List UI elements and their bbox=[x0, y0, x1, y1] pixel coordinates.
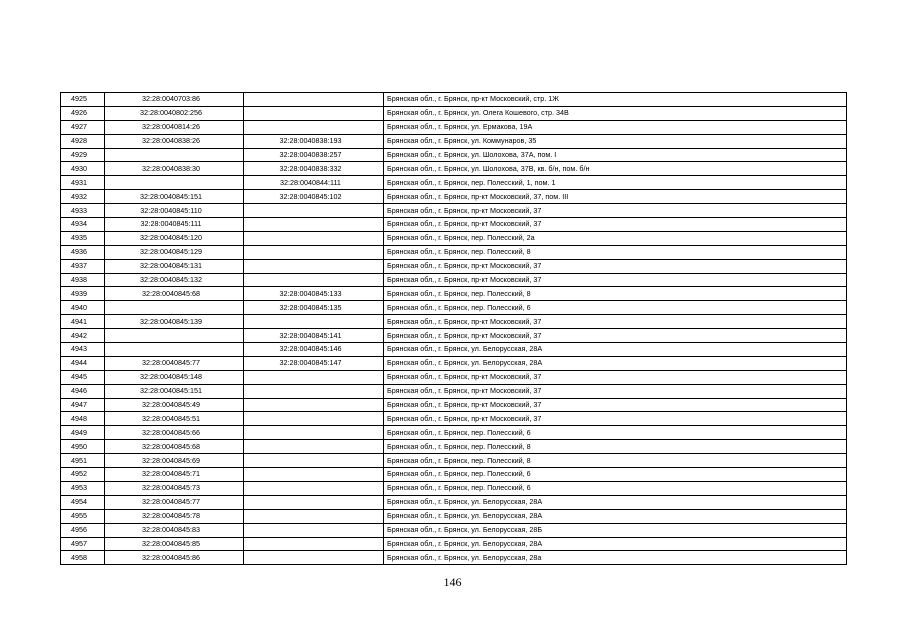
secondary-cadastral-number-cell bbox=[244, 370, 384, 384]
address-cell: Брянская обл., г. Брянск, пер. Полесский, 8 bbox=[384, 287, 847, 301]
secondary-cadastral-number-cell bbox=[244, 273, 384, 287]
secondary-cadastral-number-cell: 32:28:0040838:193 bbox=[244, 134, 384, 148]
row-number-cell: 4954 bbox=[61, 495, 105, 509]
secondary-cadastral-number-cell: 32:28:0040844:111 bbox=[244, 176, 384, 190]
secondary-cadastral-number-cell bbox=[244, 384, 384, 398]
address-cell: Брянская обл., г. Брянск, ул. Белорусская, 28А bbox=[384, 495, 847, 509]
table-row bbox=[61, 495, 847, 509]
address-cell: Брянская обл., г. Брянск, пер. Полесский, 2а bbox=[384, 231, 847, 245]
cadastral-number-cell: 32:28:0040845:71 bbox=[105, 468, 244, 482]
row-number-cell: 4952 bbox=[61, 468, 105, 482]
row-number-cell: 4937 bbox=[61, 259, 105, 273]
secondary-cadastral-number-cell bbox=[244, 93, 384, 107]
cadastral-number-cell: 32:28:0040845:132 bbox=[105, 273, 244, 287]
cadastral-number-cell: 32:28:0040845:111 bbox=[105, 218, 244, 232]
address-cell: Брянская обл., г. Брянск, ул. Шолохова, 37А, пом. I bbox=[384, 148, 847, 162]
row-number-cell: 4942 bbox=[61, 329, 105, 343]
address-cell: Брянская обл., г. Брянск, пр-кт Московский, 37 bbox=[384, 204, 847, 218]
cadastral-number-cell: 32:28:0040845:151 bbox=[105, 384, 244, 398]
address-cell: Брянская обл., г. Брянск, пер. Полесский, 6 bbox=[384, 426, 847, 440]
row-number-cell: 4940 bbox=[61, 301, 105, 315]
row-number-cell: 4935 bbox=[61, 231, 105, 245]
row-number-cell: 4943 bbox=[61, 343, 105, 357]
cadastral-number-cell: 32:28:0040845:69 bbox=[105, 454, 244, 468]
cadastral-number-cell: 32:28:0040845:51 bbox=[105, 412, 244, 426]
secondary-cadastral-number-cell bbox=[244, 412, 384, 426]
row-number-cell: 4949 bbox=[61, 426, 105, 440]
secondary-cadastral-number-cell: 32:28:0040845:102 bbox=[244, 190, 384, 204]
table-row bbox=[61, 551, 847, 565]
table-row bbox=[61, 287, 847, 301]
table-row bbox=[61, 231, 847, 245]
row-number-cell: 4932 bbox=[61, 190, 105, 204]
address-cell: Брянская обл., г. Брянск, ул. Шолохова, 37В, кв. б/н, пом. б/н bbox=[384, 162, 847, 176]
address-cell: Брянская обл., г. Брянск, пр-кт Московский, 37 bbox=[384, 384, 847, 398]
secondary-cadastral-number-cell bbox=[244, 454, 384, 468]
address-cell: Брянская обл., г. Брянск, ул. Ермакова, 19А bbox=[384, 120, 847, 134]
table-row bbox=[61, 218, 847, 232]
address-cell: Брянская обл., г. Брянск, пр-кт Московский, 37 bbox=[384, 398, 847, 412]
table-row bbox=[61, 245, 847, 259]
row-number-cell: 4936 bbox=[61, 245, 105, 259]
address-cell: Брянская обл., г. Брянск, пр-кт Московский, 37 bbox=[384, 315, 847, 329]
table-row bbox=[61, 259, 847, 273]
address-cell: Брянская обл., г. Брянск, пр-кт Московский, 37 bbox=[384, 412, 847, 426]
cadastral-number-cell: 32:28:0040845:139 bbox=[105, 315, 244, 329]
table-row bbox=[61, 329, 847, 343]
address-cell: Брянская обл., г. Брянск, пер. Полесский, 6 bbox=[384, 301, 847, 315]
secondary-cadastral-number-cell: 32:28:0040838:332 bbox=[244, 162, 384, 176]
secondary-cadastral-number-cell: 32:28:0040845:146 bbox=[244, 343, 384, 357]
address-cell: Брянская обл., г. Брянск, пер. Полесский, 8 bbox=[384, 440, 847, 454]
row-number-cell: 4953 bbox=[61, 481, 105, 495]
address-cell: Брянская обл., г. Брянск, ул. Белорусская, 28А bbox=[384, 509, 847, 523]
row-number-cell: 4925 bbox=[61, 93, 105, 107]
row-number-cell: 4941 bbox=[61, 315, 105, 329]
cadastral-number-cell: 32:28:0040845:77 bbox=[105, 495, 244, 509]
secondary-cadastral-number-cell bbox=[244, 509, 384, 523]
cadastral-number-cell bbox=[105, 343, 244, 357]
records-body bbox=[61, 93, 847, 565]
table-row bbox=[61, 343, 847, 357]
address-cell: Брянская обл., г. Брянск, ул. Белорусская, 28а bbox=[384, 551, 847, 565]
secondary-cadastral-number-cell bbox=[244, 440, 384, 454]
row-number-cell: 4956 bbox=[61, 523, 105, 537]
address-cell: Брянская обл., г. Брянск, ул. Белорусская, 28Б bbox=[384, 523, 847, 537]
row-number-cell: 4951 bbox=[61, 454, 105, 468]
page-number: 146 bbox=[443, 575, 462, 589]
row-number-cell: 4938 bbox=[61, 273, 105, 287]
table-row bbox=[61, 481, 847, 495]
address-cell: Брянская обл., г. Брянск, пр-кт Московский, 37 bbox=[384, 259, 847, 273]
row-number-cell: 4934 bbox=[61, 218, 105, 232]
cadastral-number-cell bbox=[105, 301, 244, 315]
cadastral-number-cell: 32:28:0040845:68 bbox=[105, 287, 244, 301]
row-number-cell: 4945 bbox=[61, 370, 105, 384]
row-number-cell: 4946 bbox=[61, 384, 105, 398]
cadastral-number-cell: 32:28:0040845:85 bbox=[105, 537, 244, 551]
table-row bbox=[61, 204, 847, 218]
secondary-cadastral-number-cell: 32:28:0040845:141 bbox=[244, 329, 384, 343]
address-cell: Брянская обл., г. Брянск, пр-кт Московский, 37 bbox=[384, 273, 847, 287]
address-cell: Брянская обл., г. Брянск, пр-кт Московский, стр. 1Ж bbox=[384, 93, 847, 107]
cadastral-number-cell: 32:28:0040845:83 bbox=[105, 523, 244, 537]
records-table bbox=[60, 92, 847, 565]
address-cell: Брянская обл., г. Брянск, пер. Полесский, 8 bbox=[384, 245, 847, 259]
row-number-cell: 4948 bbox=[61, 412, 105, 426]
secondary-cadastral-number-cell bbox=[244, 218, 384, 232]
cadastral-number-cell: 32:28:0040845:129 bbox=[105, 245, 244, 259]
table-row bbox=[61, 301, 847, 315]
table-row bbox=[61, 454, 847, 468]
address-cell: Брянская обл., г. Брянск, пер. Полесский, 1, пом. 1 bbox=[384, 176, 847, 190]
address-cell: Брянская обл., г. Брянск, пр-кт Московский, 37, пом. III bbox=[384, 190, 847, 204]
row-number-cell: 4929 bbox=[61, 148, 105, 162]
cadastral-number-cell: 32:28:0040845:78 bbox=[105, 509, 244, 523]
table-row bbox=[61, 356, 847, 370]
address-cell: Брянская обл., г. Брянск, пер. Полесский, 6 bbox=[384, 481, 847, 495]
cadastral-number-cell: 32:28:0040845:66 bbox=[105, 426, 244, 440]
cadastral-number-cell: 32:28:0040845:68 bbox=[105, 440, 244, 454]
table-row bbox=[61, 148, 847, 162]
table-row bbox=[61, 134, 847, 148]
table-row bbox=[61, 315, 847, 329]
address-cell: Брянская обл., г. Брянск, пр-кт Московский, 37 bbox=[384, 218, 847, 232]
table-row bbox=[61, 162, 847, 176]
row-number-cell: 4930 bbox=[61, 162, 105, 176]
row-number-cell: 4931 bbox=[61, 176, 105, 190]
cadastral-number-cell: 32:28:0040845:110 bbox=[105, 204, 244, 218]
table-row bbox=[61, 120, 847, 134]
secondary-cadastral-number-cell bbox=[244, 120, 384, 134]
secondary-cadastral-number-cell: 32:28:0040845:147 bbox=[244, 356, 384, 370]
address-cell: Брянская обл., г. Брянск, ул. Белорусская, 28А bbox=[384, 343, 847, 357]
secondary-cadastral-number-cell bbox=[244, 315, 384, 329]
address-cell: Брянская обл., г. Брянск, пр-кт Московский, 37 bbox=[384, 329, 847, 343]
cadastral-number-cell: 32:28:0040845:151 bbox=[105, 190, 244, 204]
secondary-cadastral-number-cell bbox=[244, 259, 384, 273]
secondary-cadastral-number-cell bbox=[244, 537, 384, 551]
cadastral-number-cell: 32:28:0040845:73 bbox=[105, 481, 244, 495]
row-number-cell: 4933 bbox=[61, 204, 105, 218]
table-row bbox=[61, 440, 847, 454]
secondary-cadastral-number-cell bbox=[244, 245, 384, 259]
cadastral-number-cell: 32:28:0040845:49 bbox=[105, 398, 244, 412]
table-row bbox=[61, 176, 847, 190]
table-row bbox=[61, 537, 847, 551]
row-number-cell: 4958 bbox=[61, 551, 105, 565]
address-cell: Брянская обл., г. Брянск, ул. Белорусская, 28А bbox=[384, 537, 847, 551]
cadastral-number-cell: 32:28:0040845:148 bbox=[105, 370, 244, 384]
table-row bbox=[61, 93, 847, 107]
address-cell: Брянская обл., г. Брянск, пер. Полесский, 8 bbox=[384, 454, 847, 468]
address-cell: Брянская обл., г. Брянск, ул. Коммунаров, 35 bbox=[384, 134, 847, 148]
cadastral-number-cell: 32:28:0040703:86 bbox=[105, 93, 244, 107]
row-number-cell: 4926 bbox=[61, 106, 105, 120]
secondary-cadastral-number-cell bbox=[244, 106, 384, 120]
address-cell: Брянская обл., г. Брянск, пр-кт Московский, 37 bbox=[384, 370, 847, 384]
table-row bbox=[61, 106, 847, 120]
secondary-cadastral-number-cell bbox=[244, 481, 384, 495]
secondary-cadastral-number-cell: 32:28:0040838:257 bbox=[244, 148, 384, 162]
secondary-cadastral-number-cell: 32:28:0040845:133 bbox=[244, 287, 384, 301]
table-row bbox=[61, 190, 847, 204]
cadastral-number-cell: 32:28:0040845:120 bbox=[105, 231, 244, 245]
address-cell: Брянская обл., г. Брянск, ул. Олега Кошевого, стр. 34В bbox=[384, 106, 847, 120]
table-row bbox=[61, 370, 847, 384]
table-row bbox=[61, 412, 847, 426]
address-cell: Брянская обл., г. Брянск, ул. Белорусская, 28А bbox=[384, 356, 847, 370]
table-row bbox=[61, 523, 847, 537]
cadastral-number-cell bbox=[105, 329, 244, 343]
cadastral-number-cell: 32:28:0040802:256 bbox=[105, 106, 244, 120]
table-row bbox=[61, 426, 847, 440]
table-row bbox=[61, 509, 847, 523]
cadastral-number-cell: 32:28:0040845:86 bbox=[105, 551, 244, 565]
secondary-cadastral-number-cell: 32:28:0040845:135 bbox=[244, 301, 384, 315]
cadastral-number-cell: 32:28:0040845:131 bbox=[105, 259, 244, 273]
cadastral-number-cell bbox=[105, 176, 244, 190]
secondary-cadastral-number-cell bbox=[244, 468, 384, 482]
secondary-cadastral-number-cell bbox=[244, 398, 384, 412]
cadastral-number-cell: 32:28:0040814:26 bbox=[105, 120, 244, 134]
secondary-cadastral-number-cell bbox=[244, 495, 384, 509]
secondary-cadastral-number-cell bbox=[244, 551, 384, 565]
row-number-cell: 4955 bbox=[61, 509, 105, 523]
row-number-cell: 4957 bbox=[61, 537, 105, 551]
row-number-cell: 4950 bbox=[61, 440, 105, 454]
table-row bbox=[61, 384, 847, 398]
row-number-cell: 4927 bbox=[61, 120, 105, 134]
table-row bbox=[61, 273, 847, 287]
table-row bbox=[61, 398, 847, 412]
address-cell: Брянская обл., г. Брянск, пер. Полесский, 6 bbox=[384, 468, 847, 482]
cadastral-number-cell bbox=[105, 148, 244, 162]
cadastral-number-cell: 32:28:0040838:30 bbox=[105, 162, 244, 176]
row-number-cell: 4928 bbox=[61, 134, 105, 148]
secondary-cadastral-number-cell bbox=[244, 204, 384, 218]
secondary-cadastral-number-cell bbox=[244, 231, 384, 245]
row-number-cell: 4944 bbox=[61, 356, 105, 370]
cadastral-number-cell: 32:28:0040838:26 bbox=[105, 134, 244, 148]
cadastral-number-cell: 32:28:0040845:77 bbox=[105, 356, 244, 370]
row-number-cell: 4939 bbox=[61, 287, 105, 301]
table-row bbox=[61, 468, 847, 482]
secondary-cadastral-number-cell bbox=[244, 523, 384, 537]
row-number-cell: 4947 bbox=[61, 398, 105, 412]
secondary-cadastral-number-cell bbox=[244, 426, 384, 440]
